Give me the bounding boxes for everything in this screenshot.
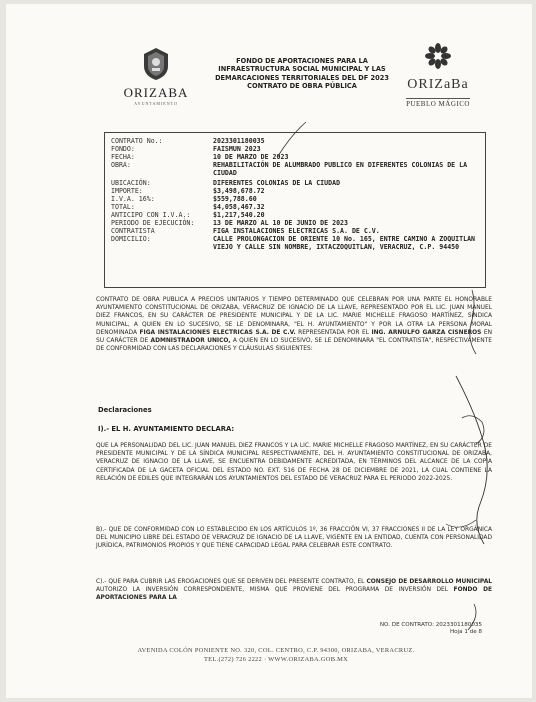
consejo-name: CONSEJO DE DESARROLLO MUNICIPAL [366, 579, 493, 585]
row-value: $559,788.60 [213, 195, 257, 203]
row-label: UBICACIÓN: [111, 179, 151, 187]
document-page [6, 4, 532, 698]
row-label: ANTICIPO CON I.V.A.: [111, 211, 191, 219]
row-label: PERIODO DE EJECUCIÓN: [111, 219, 195, 227]
row-value: 13 DE MARZO AL 10 DE JUNIO DE 2023 [213, 219, 348, 227]
declaracion-a: QUE LA PERSONALIDAD DEL LIC. JUAN MANUEL DIEZ FRANCOS Y LA LIC. MARIE MICHELLE FRAGOSO MARTÍNEZ, EN SU CARÁCTER DE PRESIDENTE MUNICIPAL Y DE LA SÍNDICA MUNICIPAL RESPECTIVAMENTE, DEL H. AYUNTAMIENTO CONSTITUCIONAL DE ORIZABA, VERACRUZ DE IGNACIO DE LA LLAVE, SE ENCUENTRA DEBIDAMENTE ACREDITADA, EN TÉRMINOS DEL ALCANCE DE LA COPIA CERTIFICADA DE LA GACETA OFICIAL DEL ESTADO NO. EXT. 516 DE FECHA 28 DE DICIEMBRE DE 2021, LA CUAL CONTIENE LA RELACIÓN DE EDILES QUE INTEGRARÁN LOS AYUNTAMIENTOS DEL ESTADO DE VERACRUZ PARA EL PERIODO 2022-2025. [96, 443, 492, 482]
contract-number-ref: NO. DE CONTRATO: 2023301180035 [379, 622, 482, 628]
title-line: INFRAESTRUCTURA SOCIAL MUNICIPAL Y LAS [218, 65, 386, 74]
company-name: FIGA INSTALACIONES ELECTRICAS S.A. DE C.V. [139, 329, 296, 336]
title-line: FONDO DE APORTACIONES PARA LA [236, 57, 368, 65]
footer-contact: TEL.(272) 726 2222 · WWW.ORIZABA.GOB.MX [203, 656, 349, 663]
row-value: $4,058,467.32 [213, 203, 265, 211]
left-logo-brand: ORIZABA [123, 85, 189, 100]
declaracion-b: B).- QUE DE CONFORMIDAD CON LO ESTABLECIDO EN LOS ARTÍCULOS 1º, 36 FRACCIÓN VI, 37 FRACCIONES II DE LA LEY ORGÁNICA DEL MUNICIPIO LIBRE DEL ESTADO DE VERACRUZ DE IGNACIO DE LA LLAVE, VIGENTE EN LA ENTIDAD, CUENTA CON PERSONALIDAD JURÍDICA, PATRIMONIOS PROPIOS Y QUE TIENE CAPACIDAD LEGAL PARA CELEBRAR ESTE CONTRATO. [96, 527, 492, 550]
intro-text: CONTRATO DE OBRA PUBLICA A PRECIOS UNITARIOS Y TIEMPO DETERMINADO QUE CELEBRAN POR UNA PARTE EL HONORABLE AYUNTAMIENTO CONSTITUCIONAL DE ORIZABA, VERACRUZ DE IGNACIO DE LA LLAVE, REPRESENTADO POR EL LIC. JUAN MANUEL DIEZ FRANCOS, EN SU CARÁCTER DE PRESIDENTE MUNICIPAL Y DE LA LIC. MARIE MICHELLE FRAGOSO MARTÍNEZ, SÍNDICA MUNICIPAL, A QUIEN EN LO SUCESIVO, SE LE DENOMINARA, "EL H. AYUNTAMIENTO" Y POR LA OTRA LA PERSONA MORAL DENOMINADA [96, 297, 492, 336]
row-value: FIGA INSTALACIONES ELECTRICAS S.A. DE C.V. [213, 227, 380, 235]
right-logo-tag: PUEBLO MÁGICO [406, 100, 470, 108]
fondo-name: FONDO DE APORTACIONES PARA LA [96, 587, 493, 602]
left-logo-tag: AYUNTAMIENTO [134, 101, 178, 106]
declaraciones-heading: Declaraciones [98, 406, 152, 414]
row-value: REHABILITACIÓN DE ALUMBRADO PUBLICO EN DIFERENTES COLONIAS DE LA CIUDAD [213, 161, 468, 177]
row-value: $1,217,540.20 [213, 211, 265, 219]
representative-role: ADMNISTRADOR UNICO, [150, 338, 231, 345]
row-value: 10 DE MARZO DE 2023 [213, 153, 289, 161]
ayuntamiento-declara-heading: I).- EL H. AYUNTAMIENTO DECLARA: [98, 425, 235, 433]
row-label: DOMICILIO: [111, 235, 151, 243]
row-value: $3,498,678.72 [213, 187, 265, 195]
row-label: IMPORTE: [111, 187, 143, 195]
title-line: DEMARCACIONES TERRITORIALES DEL DF 2023 [215, 73, 389, 82]
row-label: FONDO: [111, 145, 135, 153]
representative-name: ING. ARNULFO GARZA CISNEROS [371, 329, 482, 336]
footer-address: AVENIDA COLÓN PONIENTE NO. 320, COL. CENTRO, C.P. 94300, ORIZABA, VERACRUZ. [137, 647, 415, 654]
page-number: Hoja 1 de 8 [449, 629, 482, 635]
row-label: I.V.A. 16%: [111, 195, 155, 203]
row-label: CONTRATO No.: [111, 137, 163, 145]
row-value: DIFERENTES COLONIAS DE LA CIUDAD [213, 179, 341, 187]
title-line: CONTRATO DE OBRA PÚBLICA [247, 81, 357, 90]
declaracion-text: C).- QUE PARA CUBRIR LAS EROGACIONES QUE SE DERIVEN DEL PRESENTE CONTRATO, EL [96, 579, 365, 585]
intro-text: A QUIEN EN LO SUCESIVO, SE LE DENOMINARA "EL CONTRATISTA", RESPECTIVAMENTE DE CONFORMIDAD CON LAS DECLARACIONES Y CLÁUSULAS SIGUIENTES: [96, 338, 492, 353]
row-value: 2023301180035 [213, 137, 265, 145]
declaracion-text: AUTORIZO LA INVERSIÓN CORRESPONDIENTE, MISMA QUE PROVIENE DEL PROGRAMA DE INVERSIÓN DEL [96, 587, 449, 594]
handwritten-signature-marks [6, 4, 532, 698]
right-logo-brand: ORIZaBa [407, 77, 469, 92]
row-label: OBRA: [111, 161, 131, 169]
row-label: TOTAL: [111, 203, 135, 211]
row-label: CONTRATISTA [111, 227, 155, 235]
intro-text: EN SU CARÁCTER DE [96, 329, 492, 345]
row-value: CALLE PROLONGACION DE ORIENTE 10 No. 165, ENTRE CAMINO A ZOQUITLAN VIEJO Y CALLE SIN NOMBRE, IXTACZOQUITLAN, VERACRUZ, C.P. 94450 [213, 235, 476, 251]
intro-text: REPRESENTADA POR EL [298, 329, 369, 336]
row-value: FAISMUN 2023 [213, 145, 261, 153]
row-label: FECHA: [111, 153, 135, 161]
